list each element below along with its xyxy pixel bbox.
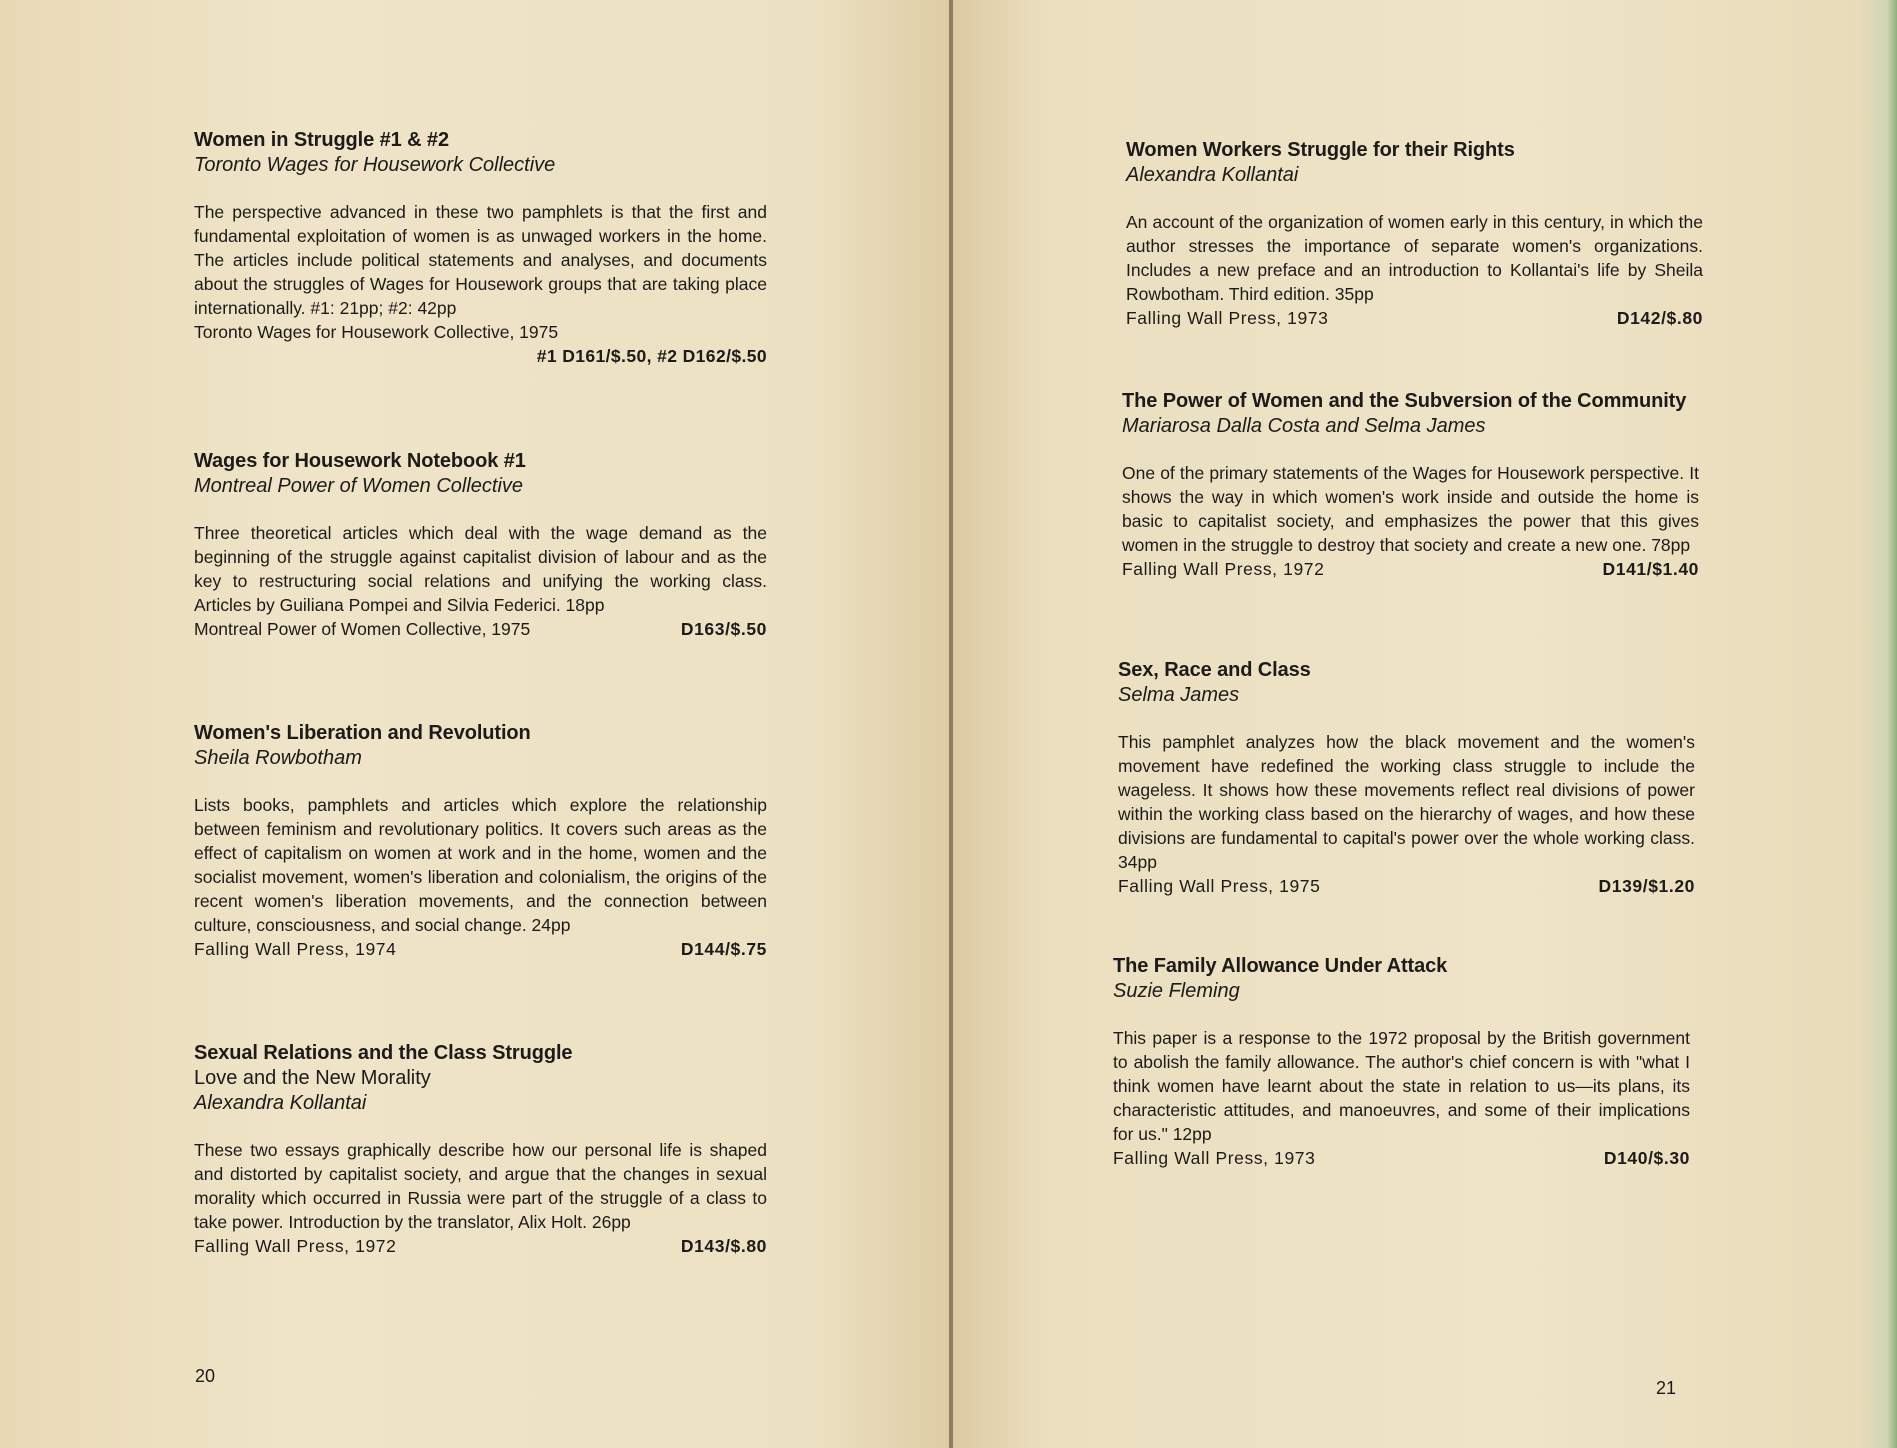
entry-order-code: D141/$1.40: [1602, 559, 1699, 579]
catalog-entry: [1122, 389, 1699, 581]
catalog-entry: [1118, 658, 1695, 898]
entry-title: The Family Allowance Under Attack: [1113, 955, 1448, 977]
entry-footer: [1118, 874, 1695, 898]
entry-order-code: D163/$.50: [680, 619, 767, 639]
entry-footer: [1122, 557, 1699, 581]
entry-description: This pamphlet analyzes how the black movement and the women's movement have redefined the working class struggle to include the wageless. It shows how these movements reflect real divisions of power within the working class based on the hierarchy of wages, and how these divisions are fundamental to capital's power over the whole working class. 34pp: [1118, 732, 1695, 872]
entry-subtitle: Love and the New Morality: [194, 1067, 431, 1089]
entry-footer: [1126, 306, 1703, 330]
entry-footer: [194, 937, 767, 961]
entry-description: Lists books, pamphlets and articles which explore the relationship between feminism and revolutionary politics. It covers such areas as the effect of capitalism on women at work and in the home, women and the socialist movement, women's liberation and colonialism, the origins of the recent women's liberation movements, and the connection between culture, consciousness, and social change. 24pp: [194, 795, 767, 935]
entry-title: Women Workers Struggle for their Rights: [1126, 139, 1515, 161]
entry-author: Mariarosa Dalla Costa and Selma James: [1122, 415, 1486, 437]
entry-author: Alexandra Kollantai: [194, 1092, 367, 1114]
entry-author: Sheila Rowbotham: [194, 747, 362, 769]
entry-order-code: D140/$.30: [1603, 1148, 1690, 1168]
catalog-entry: [1113, 954, 1690, 1170]
page-number: 20: [195, 1366, 216, 1386]
page-number: 21: [1656, 1378, 1677, 1398]
entry-author: Selma James: [1118, 684, 1240, 706]
catalog-entry: [1126, 138, 1703, 330]
entry-author: Toronto Wages for Housework Collective: [194, 154, 556, 176]
right-page: [953, 0, 1897, 1448]
entry-publisher: Falling Wall Press, 1974: [194, 939, 397, 959]
entry-description: One of the primary statements of the Wages for Housework perspective. It shows the way in which women's work inside and outside the home is basic to capitalist society, and emphasizes the power that this gives women in the struggle to destroy that society and create a new one. 78pp: [1122, 463, 1699, 555]
entry-publisher: Falling Wall Press, 1975: [1118, 876, 1321, 896]
entry-footer: [194, 617, 767, 641]
entry-publisher: Montreal Power of Women Collective, 1975: [194, 619, 531, 639]
entry-title: Wages for Housework Notebook #1: [194, 450, 526, 472]
entry-description: An account of the organization of women early in this century, in which the author stresses the importance of separate women's organizations. Includes a new preface and an introduction to Kollantai's life by Sheila Rowbotham. Third edition. 35pp: [1126, 212, 1703, 304]
entry-publisher: Falling Wall Press, 1972: [194, 1236, 397, 1256]
entry-author: Alexandra Kollantai: [1126, 164, 1299, 186]
entry-title: Sex, Race and Class: [1118, 659, 1311, 681]
entry-description: Three theoretical articles which deal with the wage demand as the beginning of the struggle against capitalist division of labour and as the key to restructuring social relations and unifying the working class. Articles by Guiliana Pompei and Silvia Federici. 18pp: [194, 523, 767, 615]
entry-footer: [194, 1234, 767, 1258]
entry-title: Women in Struggle #1 & #2: [194, 129, 449, 151]
entry-title: Sexual Relations and the Class Struggle: [194, 1042, 573, 1064]
entry-title: Women's Liberation and Revolution: [194, 722, 531, 744]
entry-publisher: Falling Wall Press, 1973: [1126, 308, 1329, 328]
entry-order-code: #1 D161/$.50, #2 D162/$.50: [536, 346, 767, 366]
entry-footer: [1113, 1146, 1690, 1170]
entry-description: These two essays graphically describe how our personal life is shaped and distorted by capitalist society, and argue that the changes in sexual morality which occurred in Russia were part of the struggle of a class to take power. Introduction by the translator, Alix Holt. 26pp: [194, 1140, 767, 1232]
entry-publisher: Falling Wall Press, 1973: [1113, 1148, 1316, 1168]
catalog-entry: [194, 128, 767, 368]
entry-order-code: D144/$.75: [680, 939, 767, 959]
entry-order-code: D139/$1.20: [1598, 876, 1695, 896]
entry-order-code: D142/$.80: [1616, 308, 1703, 328]
entry-title: The Power of Women and the Subversion of the Community: [1122, 390, 1687, 412]
catalog-entry: [194, 1041, 767, 1258]
catalog-entry: [194, 721, 767, 961]
entry-author: Montreal Power of Women Collective: [194, 475, 524, 497]
entry-publisher: Toronto Wages for Housework Collective, 1975: [194, 322, 559, 342]
catalog-entry: [194, 449, 767, 641]
entry-author: Suzie Fleming: [1113, 980, 1240, 1002]
entry-description: The perspective advanced in these two pamphlets is that the first and fundamental exploitation of women is as unwaged workers in the home. The articles include political statements and analyses, and documents about the struggles of Wages for Housework groups that are taking place internationally. #1: 21pp; #2: 42pp: [194, 202, 767, 318]
entry-publisher: Falling Wall Press, 1972: [1122, 559, 1325, 579]
entry-description: This paper is a response to the 1972 proposal by the British government to abolish the family allowance. The author's chief concern is with "what I think women have learnt about the state in relation to us—its plans, its characteristic attitudes, and manoeuvres, and some of their implications for us." 12pp: [1113, 1028, 1690, 1144]
entry-order-code: D143/$.80: [680, 1236, 767, 1256]
